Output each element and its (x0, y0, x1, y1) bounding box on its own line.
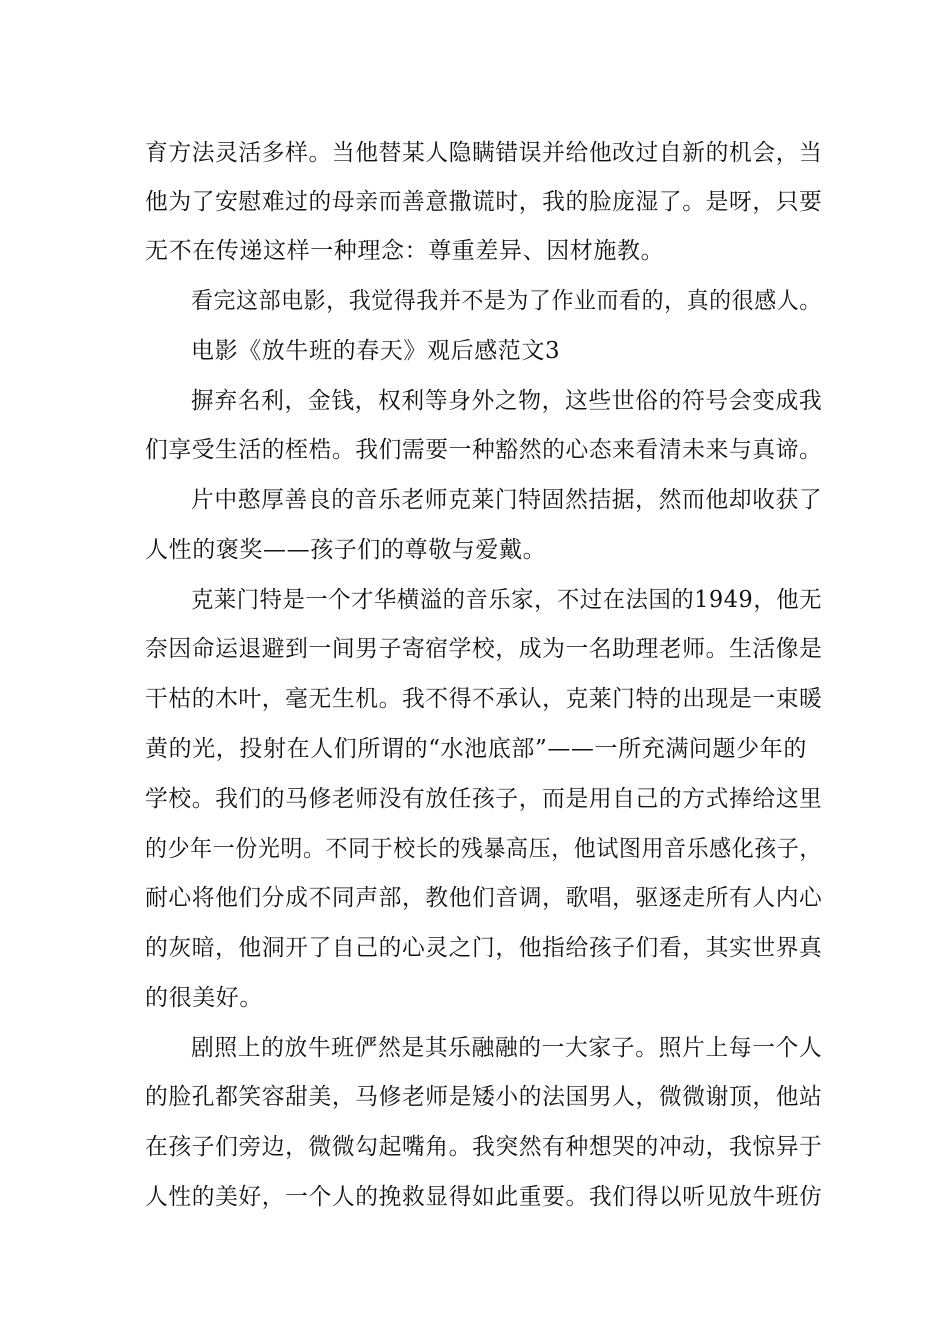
text-line: 黄的光，投射在人们所谓的“水池底部”——一所充满问题少年的 (145, 736, 807, 762)
text-line: 克莱门特是一个才华横溢的音乐家，不过在法国的1949，他无 (191, 587, 822, 613)
text-line: 人性的褒奖——孩子们的尊敬与爱戴。 (145, 537, 547, 563)
text-line: 们享受生活的桎梏。我们需要一种豁然的心态来看清未来与真谛。 (145, 437, 823, 463)
text-line: 育方法灵活多样。当他替某人隐瞒错误并给他改过自新的机会，当 (145, 140, 823, 166)
text-line: 片中憨厚善良的音乐老师克莱门特固然拮据，然而他却收获了 (191, 487, 823, 513)
text-line: 摒弃名利，金钱，权利等身外之物，这些世俗的符号会变成我 (191, 388, 823, 414)
text-line: 学校。我们的马修老师没有放任孩子，而是用自己的方式捧给这里 (145, 786, 823, 812)
text-line: 人性的美好，一个人的挽救显得如此重要。我们得以听见放牛班仿 (145, 1184, 823, 1210)
text-line: 的脸孔都笑容甜美，马修老师是矮小的法国男人，微微谢顶，他站 (145, 1084, 823, 1110)
text-line: 剧照上的放牛班俨然是其乐融融的一大家子。照片上每一个人 (191, 1035, 823, 1061)
section-heading: 电影《放牛班的春天》观后感范文3 (191, 338, 561, 364)
text-line: 在孩子们旁边，微微勾起嘴角。我突然有种想哭的冲动，我惊异于 (145, 1134, 823, 1160)
text-line: 干枯的木叶，毫无生机。我不得不承认，克莱门特的出现是一束暖 (145, 686, 823, 712)
text-line: 他为了安慰难过的母亲而善意撒谎时，我的脸庞湿了。是呀，只要 (145, 189, 823, 215)
text-line: 耐心将他们分成不同声部，教他们音调，歌唱，驱逐走所有人内心 (145, 885, 823, 911)
text-line: 看完这部电影，我觉得我并不是为了作业而看的，真的很感人。 (191, 288, 822, 314)
text-line: 的少年一份光明。不同于校长的残暴高压，他试图用音乐感化孩子， (145, 836, 822, 862)
text-line: 奈因命运退避到一间男子寄宿学校，成为一名助理老师。生活像是 (145, 636, 823, 662)
text-line: 的灰暗，他洞开了自己的心灵之门，他指给孩子们看，其实世界真 (145, 935, 823, 961)
text-line: 的很美好。 (145, 985, 263, 1011)
text-line: 无不在传递这样一种理念：尊重差异、因材施教。 (145, 238, 665, 264)
